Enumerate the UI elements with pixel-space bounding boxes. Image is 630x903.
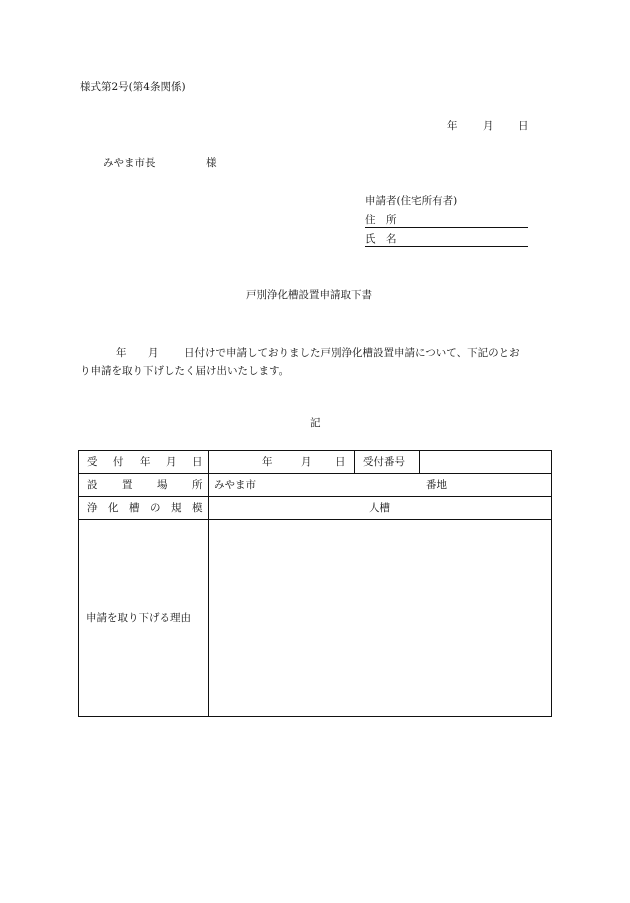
scale-unit: 人槽 [369, 502, 390, 514]
form-number: 様式第2号(第4条関係) [80, 81, 186, 93]
scale-label-char: 槽 [129, 502, 140, 514]
reception-number-label: 受付番号 [363, 456, 405, 468]
body-year: 年 [116, 347, 127, 359]
location-label-char: 場 [157, 479, 168, 491]
addressee: みやま市長 [103, 157, 156, 169]
body-month: 月 [148, 347, 159, 359]
document-title: 戸別浄化槽設置申請取下書 [246, 289, 372, 301]
ki-heading: 記 [310, 417, 321, 429]
reception-date-label-char: 日 [192, 456, 203, 468]
scale-label-char: 浄 [87, 502, 98, 514]
table-divider [79, 519, 551, 520]
table-divider [419, 451, 420, 473]
reception-year[interactable]: 年 [262, 456, 273, 468]
table-divider [354, 451, 355, 473]
body-line-2: り申請を取り下げしたく届け出いたします。 [80, 365, 290, 377]
table-divider [79, 473, 551, 474]
reception-date-label-char: 受 [87, 456, 98, 468]
reason-label: 申請を取り下げる理由 [86, 612, 191, 624]
applicant-heading: 申請者(住宅所有者) [365, 195, 458, 207]
reason-field[interactable] [210, 521, 550, 716]
applicant-address-field[interactable] [365, 210, 528, 228]
date-year-label: 年 [447, 120, 458, 132]
location-city: みやま市 [214, 479, 256, 491]
location-label-char: 所 [192, 479, 203, 491]
applicant-name-field[interactable] [365, 229, 528, 247]
scale-label-char: 規 [171, 502, 182, 514]
scale-label-char: 化 [108, 502, 119, 514]
applicant-name-label: 氏 名 [365, 233, 397, 245]
body-line-1: 日付けで申請しておりました戸別浄化槽設置申請について、下記のとお [184, 347, 520, 359]
reception-day[interactable]: 日 [335, 456, 346, 468]
honorific: 様 [206, 157, 217, 169]
reception-date-label-char: 年 [140, 456, 151, 468]
table-divider [79, 496, 551, 497]
scale-label-char: の [150, 502, 161, 514]
reception-date-label-char: 月 [166, 456, 177, 468]
scale-label-char: 模 [192, 502, 203, 514]
reception-date-label-char: 付 [113, 456, 124, 468]
table-divider [208, 451, 209, 717]
date-month-label: 月 [483, 120, 494, 132]
reception-month[interactable]: 月 [301, 456, 312, 468]
applicant-address-label: 住 所 [365, 214, 397, 226]
location-label-char: 置 [122, 479, 133, 491]
location-banchi: 番地 [426, 479, 447, 491]
application-table [78, 450, 552, 717]
location-label-char: 設 [87, 479, 98, 491]
date-day-label: 日 [518, 120, 529, 132]
